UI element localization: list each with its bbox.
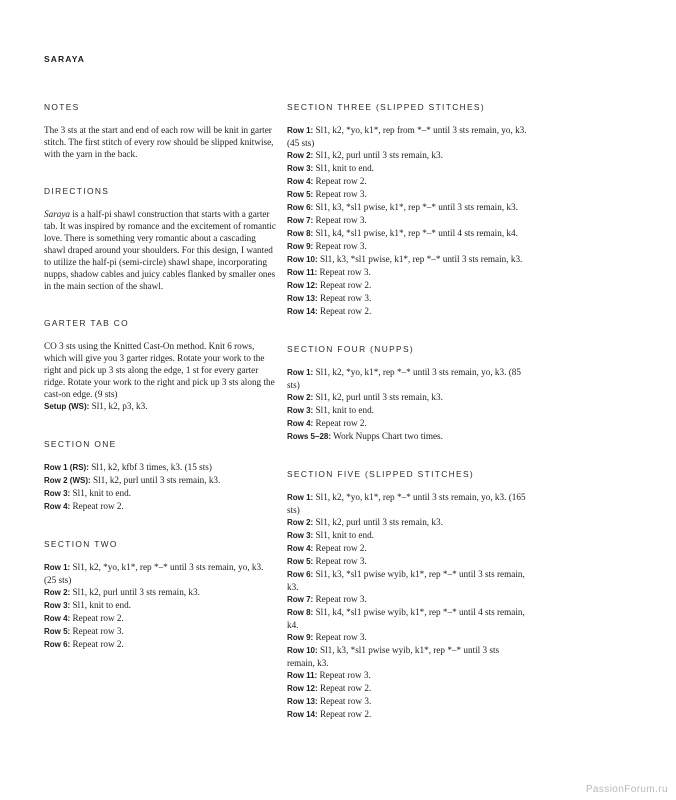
row-text: Sl1, k4, *sl1 pwise wyib, k1*, rep *–* until 4 sts remain, k4. [287,607,525,630]
row-text: Repeat row 3. [70,626,124,636]
row-text: Sl1, k3, *sl1 pwise wyib, k1*, rep *–* until 3 sts remain, k3. [287,645,500,668]
instruction-row [287,430,527,443]
row-label: Row 6: [44,640,71,649]
section-one-heading: SECTION ONE [44,439,117,449]
page-title: SARAYA [44,54,85,64]
instruction-row [287,149,527,162]
section-one-rows [44,461,276,513]
garter-tab-body: CO 3 sts using the Knitted Cast-On method. Knit 6 rows, which will give you 3 garter ridges. Rotate your work to the right and pick up 3 sts along the edge, 1 st for every garter ridge. Rotate your work to the right and pick up 3 sts along the cast-on edge. (9 sts) [44,341,275,399]
row-label: Row 5: [44,627,71,636]
instruction-row [287,279,527,292]
row-text: Repeat row 3. [313,215,367,225]
instruction-row [287,188,527,201]
instruction-row [287,391,527,404]
instruction-row [44,612,276,625]
row-text: Repeat row 2. [317,280,372,290]
row-label: Row 3: [44,489,71,498]
section-four-rows [287,366,527,443]
row-label: Row 1: [287,493,314,502]
instruction-row [287,708,527,721]
instruction-row [287,404,527,417]
row-text: Repeat row 2. [313,543,367,553]
row-text: Repeat row 2. [317,306,372,316]
instruction-row [287,606,527,631]
directions-heading: DIRECTIONS [44,186,110,196]
instruction-row [44,561,276,586]
instruction-row [287,516,527,529]
row-label: Row 14: [287,710,318,719]
watermark: PassionForum.ru [585,784,668,795]
left-column [44,100,276,651]
row-text: Sl1, k2, purl until 3 sts remain, k3. [90,475,221,485]
row-text: Repeat row 3. [317,696,372,706]
row-text: Work Nupps Chart two times. [331,431,443,441]
row-text: Sl1, k2, purl until 3 sts remain, k3. [313,517,443,527]
row-text: Repeat row 3. [313,594,367,604]
row-label: Row 3: [44,601,71,610]
instruction-row [287,201,527,214]
instruction-row [44,586,276,599]
row-text: Sl1, knit to end. [313,163,374,173]
setup-label: Setup (WS): [44,402,90,411]
section-one [44,437,276,513]
instruction-row [287,227,527,240]
row-label: Row 9: [287,242,314,251]
instruction-row [287,240,527,253]
row-text: Sl1, k2, purl until 3 sts remain, k3. [70,587,200,597]
section-two-heading: SECTION TWO [44,539,118,549]
notes-heading: NOTES [44,102,80,112]
instruction-row [287,631,527,644]
garter-tab-heading: GARTER TAB CO [44,318,130,328]
row-text: Repeat row 2. [70,639,124,649]
row-label: Row 2: [287,151,314,160]
row-text: Sl1, knit to end. [313,405,374,415]
row-label: Row 5: [287,190,314,199]
row-text: Sl1, k3, *sl1 pwise, k1*, rep *–* until 3 sts remain, k3. [317,254,523,264]
section-five [287,467,527,721]
row-text: Repeat row 3. [313,189,367,199]
instruction-row [287,593,527,606]
row-label: Row 1: [287,126,314,135]
garter-tab-section [44,316,276,413]
notes-section [44,100,276,160]
row-text: Sl1, k2, purl until 3 sts remain, k3. [313,150,443,160]
row-label: Row 2: [287,518,314,527]
instruction-row [287,417,527,430]
instruction-row [44,599,276,612]
row-label: Row 3: [287,164,314,173]
instruction-row [287,568,527,593]
instruction-row [287,305,527,318]
row-label: Row 13: [287,697,318,706]
directions-title-italic: Saraya [44,209,71,219]
row-label: Row 4: [44,614,71,623]
row-label: Row 1: [44,563,71,572]
section-four [287,342,527,443]
row-text: Repeat row 3. [313,632,367,642]
row-label: Row 9: [287,633,314,642]
row-text: Sl1, knit to end. [70,488,131,498]
row-label: Row 4: [287,177,314,186]
row-text: Repeat row 3. [317,267,371,277]
row-text: Sl1, k2, *yo, k1*, rep *–* until 3 sts remain, yo, k3. (85 sts) [287,367,521,390]
directions-section [44,184,276,292]
row-label: Row 11: [287,671,318,680]
row-label: Row 13: [287,294,318,303]
row-label: Row 10: [287,255,318,264]
instruction-row [287,292,527,305]
row-text: Sl1, k4, *sl1 pwise, k1*, rep *–* until 4 sts remain, k4. [313,228,518,238]
instruction-row [44,461,276,474]
instruction-row [287,529,527,542]
row-text: Repeat row 3. [313,241,367,251]
instruction-row [287,542,527,555]
row-text: Repeat row 3. [317,670,371,680]
row-label: Row 8: [287,608,314,617]
row-text: Sl1, k2, *yo, k1*, rep *–* until 3 sts remain, yo, k3. (165 sts) [287,492,526,515]
section-three-rows [287,124,527,318]
garter-tab-text [44,340,276,413]
row-label: Row 5: [287,557,314,566]
row-label: Row 10: [287,646,318,655]
directions-text [44,208,276,292]
row-label: Row 6: [287,570,314,579]
row-label: Row 6: [287,203,314,212]
row-text: Repeat row 2. [317,683,372,693]
instruction-row [287,175,527,188]
instruction-row [44,500,276,513]
row-label: Row 4: [287,419,314,428]
row-text: Repeat row 2. [70,613,124,623]
row-text: Sl1, k3, *sl1 pwise, k1*, rep *–* until 3 sts remain, k3. [313,202,518,212]
instruction-row [44,625,276,638]
instruction-row [287,491,527,516]
row-text: Repeat row 2. [313,418,367,428]
instruction-row [287,266,527,279]
directions-body: is a half-pi shawl construction that starts with a garter tab. It was inspired by romance and the excitement of romantic love. There is something very romantic about a cascading shawl draped around your shoulders. For this design, I wanted to utilize the half-pi (semi-circle) shawl shape, incorporating nupps, shadow cables and juicy cables flanked by smaller ones in the main section of the shawl. [44,209,276,291]
instruction-row [287,644,527,669]
row-text: Repeat row 2. [70,501,124,511]
row-text: Sl1, k2, *yo, k1*, rep from *–* until 3 sts remain, yo, k3. (45 sts) [287,125,527,148]
row-text: Sl1, k3, *sl1 pwise wyib, k1*, rep *–* until 3 sts remain, k3. [287,569,525,592]
instruction-row [44,487,276,500]
row-label: Row 1 (RS): [44,463,89,472]
row-label: Row 8: [287,229,314,238]
row-text: Repeat row 2. [317,709,372,719]
right-column [287,100,527,721]
row-text: Sl1, k2, purl until 3 sts remain, k3. [313,392,443,402]
notes-text: The 3 sts at the start and end of each row will be knit in garter stitch. The first stitch of every row should be slipped knitwise, with the yarn in the back. [44,125,274,159]
row-text: Sl1, knit to end. [313,530,374,540]
row-label: Row 12: [287,281,318,290]
instruction-row [287,682,527,695]
row-text: Repeat row 3. [313,556,367,566]
row-label: Row 4: [44,502,71,511]
section-three-heading: SECTION THREE (SLIPPED STITCHES) [287,102,486,112]
row-text: Sl1, k2, kfbf 3 times, k3. (15 sts) [88,462,212,472]
section-five-heading: SECTION FIVE (SLIPPED STITCHES) [287,469,475,479]
setup-text: Sl1, k2, p3, k3. [89,401,148,411]
row-label: Row 1: [287,368,314,377]
instruction-row [44,474,276,487]
row-text: Repeat row 2. [313,176,367,186]
section-five-rows [287,491,527,721]
section-three [287,100,527,318]
row-label: Row 3: [287,406,314,415]
row-label: Row 7: [287,216,314,225]
instruction-row [287,124,527,149]
row-text: Sl1, knit to end. [70,600,131,610]
row-label: Row 4: [287,544,314,553]
instruction-row [287,253,527,266]
row-label: Row 14: [287,307,318,316]
row-label: Row 2: [287,393,314,402]
section-two-rows [44,561,276,651]
row-label: Row 2 (WS): [44,476,91,485]
row-label: Rows 5–28: [287,432,332,441]
instruction-row [287,669,527,682]
section-four-heading: SECTION FOUR (NUPPS) [287,344,415,354]
row-label: Row 3: [287,531,314,540]
row-label: Row 11: [287,268,318,277]
instruction-row [287,214,527,227]
instruction-row [287,162,527,175]
instruction-row [44,638,276,651]
instruction-row [287,695,527,708]
row-text: Repeat row 3. [317,293,372,303]
row-label: Row 7: [287,595,314,604]
row-label: Row 2: [44,588,71,597]
row-text: Sl1, k2, *yo, k1*, rep *–* until 3 sts remain, yo, k3. (25 sts) [44,562,264,585]
row-label: Row 12: [287,684,318,693]
instruction-row [287,366,527,391]
instruction-row [287,555,527,568]
section-two [44,537,276,651]
